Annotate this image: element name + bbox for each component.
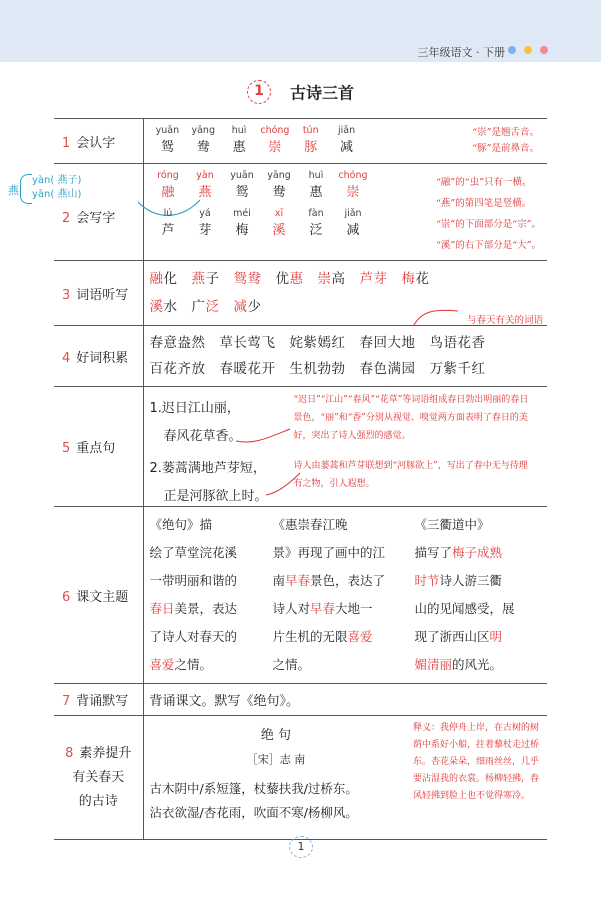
word-line [150, 330, 542, 356]
hanzi: 崇 [346, 185, 360, 200]
header-dot-blue [508, 46, 516, 54]
pinyin: yàn [196, 170, 214, 181]
hanzi: 燕 [198, 185, 212, 200]
poem [144, 724, 409, 825]
pinyin: lú [163, 208, 173, 219]
hanzi: 惠 [232, 140, 246, 155]
pinyin: huì [231, 125, 247, 136]
poem-author: ［宋］志 南 [246, 753, 306, 766]
note-line: “崇”的下面部分是“宗”。 [436, 219, 541, 230]
key-sentences-content [143, 387, 547, 507]
theme-line: 喜爱之情。 [149, 657, 213, 672]
lesson-number: 1 [247, 80, 271, 104]
label-cell [54, 684, 143, 716]
label-cell [54, 326, 143, 387]
sentence-line: 正是河豚欲上时。 [163, 489, 268, 504]
good-words-content [143, 326, 547, 387]
notes [436, 172, 541, 256]
section-number: 6 [62, 589, 71, 605]
row-dictation [54, 261, 547, 326]
poem-line: 古木阴中/系短篷，杖藜扶我/过桥东。 [149, 781, 358, 796]
sentence-line: 1.迟日江山丽， [149, 401, 240, 416]
pinyin: chóng [338, 170, 368, 181]
pinyin: yuān [155, 125, 180, 136]
row-recite [54, 684, 547, 716]
theme-col-3 [409, 511, 544, 679]
section-label: 有关春天 [72, 770, 125, 785]
sentence-note: “迟日”“江山”“春风”“花草”等词语组成春日勃出明丽的春日景色，“丽”和“香”分别从视觉、嗅觉两方面表明了春日的美好，突出了诗人强烈的感觉。 [293, 395, 529, 441]
theme-line: 《惠崇春江晚 [272, 517, 348, 532]
row-theme [54, 507, 547, 684]
label-cell [54, 387, 143, 507]
pinyin: róng [157, 170, 179, 181]
char-grid [150, 170, 375, 238]
phrase: 春色满园 [359, 361, 416, 377]
label-cell [8, 164, 143, 261]
dictation-content [143, 261, 547, 326]
phrase: 春回大地 [359, 335, 416, 351]
pinyin: chóng [260, 125, 290, 136]
word-line [150, 265, 542, 293]
word: 芦芽 [359, 271, 388, 287]
pinyin: yá [199, 208, 211, 219]
char-grid [150, 125, 365, 155]
note-pointer [234, 417, 294, 447]
word: 优惠 [275, 271, 304, 287]
hanzi: 崇 [268, 140, 282, 155]
polyphone-char: 燕 [8, 184, 19, 197]
phrase: 万紫千红 [429, 361, 486, 377]
pinyin: méi [233, 208, 251, 219]
section-number: 7 [62, 694, 71, 709]
theme-line: 山的见闻感受，展 [414, 601, 515, 616]
lesson-heading [0, 80, 601, 104]
pinyin: fàn [308, 208, 324, 219]
reading-2: yān( 燕山) [32, 189, 82, 200]
section-number: 2 [62, 210, 71, 226]
theme-col-1 [144, 511, 269, 679]
book-title: 三年级语文 · 下册 [417, 46, 505, 59]
theme-line: 景》再现了画中的江 [272, 545, 386, 560]
word: 减少 [233, 299, 262, 315]
hanzi: 梅 [235, 223, 249, 238]
section-number: 5 [62, 441, 71, 456]
theme-line: 绘了草堂浣花溪 [149, 545, 238, 560]
theme-columns [144, 511, 548, 679]
theme-line: 现了浙西山区明 [414, 629, 503, 644]
notes [472, 125, 539, 157]
word: 燕子 [191, 271, 220, 287]
theme-line: 诗人对早春大地一 [272, 601, 373, 616]
label-cell [54, 716, 143, 840]
label-cell [54, 507, 143, 684]
note-line: “崇”是翘舌音。 [472, 127, 539, 138]
poem-title: 绝 句 [260, 728, 292, 743]
pinyin: yāng [267, 170, 291, 181]
hanzi: 惠 [309, 185, 323, 200]
word: 崇高 [317, 271, 346, 287]
header-dot-pink [540, 46, 548, 54]
label-cell [54, 119, 143, 164]
word: 鸳鸯 [233, 271, 262, 287]
phrase: 草长莺飞 [219, 335, 276, 351]
brace [20, 174, 32, 204]
poem-line: 沾衣欲湿/杏花雨，吹面不寒/杨柳风。 [149, 805, 358, 820]
pinyin: huì [308, 170, 324, 181]
section-number: 3 [62, 287, 71, 303]
section-label: 课文主题 [76, 589, 129, 605]
dictation-note: 与春天有关的词语 [466, 315, 543, 326]
row-recognize-chars [54, 119, 547, 164]
pinyin: xī [274, 208, 284, 219]
hanzi: 减 [346, 223, 360, 238]
note-line: “豚”是前鼻音。 [472, 143, 539, 154]
pinyin: yuān [230, 170, 254, 181]
word: 广泛 [191, 299, 220, 315]
row-key-sentences [54, 387, 547, 507]
header-dot-yellow [524, 46, 532, 54]
sentence-line: 2.蒌蒿满地芦芽短， [149, 461, 266, 476]
hanzi: 豚 [304, 140, 318, 155]
lesson-title: 古诗三首 [290, 83, 355, 103]
theme-line: 描写了梅子成熟 [414, 545, 503, 560]
sentences [150, 395, 268, 511]
note-line: “燕”的第四笔是竖横。 [436, 198, 532, 209]
page-number: 1 [289, 836, 313, 858]
phrase: 春意盎然 [149, 335, 206, 351]
section-label: 好词积累 [76, 350, 129, 366]
section-label: 重点句 [76, 441, 116, 456]
hanzi: 鸳 [235, 185, 249, 200]
extension-content [143, 716, 547, 840]
phrase: 百花齐放 [149, 361, 206, 377]
hanzi: 鸯 [272, 185, 286, 200]
sentence-note: 诗人由蒌蒿和芦芽联想到“河豚欲上”，写出了春中无与待理有之物，引人遐想。 [293, 461, 528, 489]
sentence-line: 春风花草香。 [163, 429, 242, 444]
section-label: 背诵默写 [76, 694, 129, 709]
note-line: “融”的“虫”只有一横。 [436, 177, 532, 188]
hanzi: 溪 [272, 223, 286, 238]
pinyin: tún [302, 125, 319, 136]
hanzi: 鸳 [160, 140, 174, 155]
reading-1: yàn( 燕子) [32, 175, 82, 186]
theme-line: 之情。 [272, 657, 311, 672]
theme-col-2 [269, 511, 409, 679]
theme-line: 一带明丽和谐的 [149, 573, 238, 588]
note-line: “溪”的右下部分是“大”。 [436, 240, 541, 251]
hanzi: 芦 [161, 223, 175, 238]
theme-line: 片生机的无限喜爱 [272, 629, 373, 644]
section-label: 词语听写 [76, 287, 129, 303]
hanzi: 芽 [198, 223, 212, 238]
study-table [8, 118, 547, 840]
write-content [143, 164, 547, 261]
theme-line: 春日美景，表达 [149, 601, 238, 616]
theme-line: 媚清丽的风光。 [414, 657, 503, 672]
theme-content [143, 507, 547, 684]
theme-line: 了诗人对春天的 [149, 629, 238, 644]
section-number: 4 [62, 350, 71, 366]
section-label: 会认字 [76, 135, 116, 151]
word: 溪水 [149, 299, 178, 315]
theme-line: 《三衢道中》 [414, 517, 490, 532]
row-good-words [54, 326, 547, 387]
hanzi: 鸯 [196, 140, 210, 155]
row-write-chars [54, 164, 547, 261]
theme-line: 南早春景色，表达了 [272, 573, 386, 588]
word: 融化 [149, 271, 178, 287]
note-pointer [412, 305, 462, 327]
pinyin: yāng [191, 125, 215, 136]
phrase: 姹紫嫣红 [289, 335, 346, 351]
section-label: 的古诗 [78, 794, 118, 809]
pinyin: jiǎn [344, 208, 362, 219]
pinyin: jiǎn [337, 125, 356, 136]
recite-content [143, 684, 547, 716]
hanzi: 融 [161, 185, 175, 200]
word: 梅花 [401, 271, 430, 287]
theme-line: 《绝句》描 [149, 517, 213, 532]
recite-text: 背诵课文。默写《绝句》。 [149, 694, 300, 709]
row-extension [54, 716, 547, 840]
phrase: 生机勃勃 [289, 361, 346, 377]
poem-note: 释义：我停舟上岸，在古树的树荫中系好小船，拄着藜杖走过桥东。杏花朵朵，细雨丝丝，几乎要沾湿我的衣裳。杨柳轻拂，春风轻拂到脸上也不觉得寒冷。 [413, 723, 540, 801]
section-number: 8 [65, 746, 74, 761]
phrase: 鸟语花香 [429, 335, 486, 351]
section-number: 1 [62, 135, 71, 151]
section-label: 素养提升 [79, 746, 132, 761]
hanzi: 减 [340, 140, 354, 155]
phrase: 春暖花开 [219, 361, 276, 377]
label-cell [54, 261, 143, 326]
recognize-content [143, 119, 547, 164]
word-line [150, 356, 542, 382]
hanzi: 泛 [309, 223, 323, 238]
section-label: 会写字 [76, 210, 116, 226]
theme-line: 时节诗人游三衢 [414, 573, 503, 588]
